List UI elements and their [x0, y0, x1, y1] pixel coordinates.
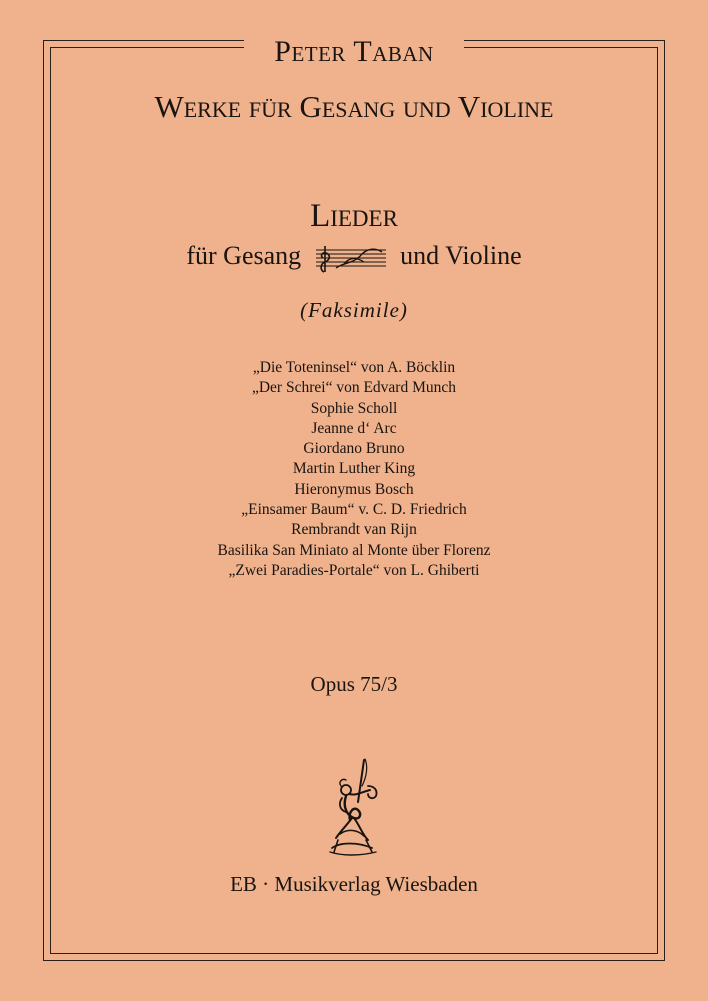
list-item: Basilika San Miniato al Monte über Florenz — [217, 541, 491, 559]
contents-list — [0, 358, 708, 581]
treble-clef-staff-icon — [314, 242, 388, 274]
work-subtitle — [0, 240, 708, 274]
violinist-figure-logo — [318, 756, 390, 860]
composer-name: Peter Taban — [274, 35, 434, 68]
list-item: Sophie Scholl — [310, 399, 398, 417]
list-item: Hieronymus Bosch — [294, 480, 414, 498]
list-item: „Einsamer Baum“ v. C. D. Friedrich — [241, 501, 467, 519]
list-item: „Zwei Paradies-Portale“ von L. Ghiberti — [228, 561, 480, 579]
work-title: Lieder — [310, 198, 398, 234]
list-item: „Die Toteninsel“ von A. Böcklin — [252, 359, 456, 376]
list-item: Martin Luther King — [292, 460, 416, 478]
faksimile-note: (Faksimile) — [300, 298, 408, 322]
opus-number: Opus 75/3 — [310, 672, 398, 696]
publisher-name: EB · Musikverlag Wiesbaden — [230, 872, 478, 896]
subtitle-text-before: für Gesang — [186, 241, 302, 270]
list-item: Giordano Bruno — [303, 440, 405, 458]
subtitle-text-after: und Violine — [400, 241, 522, 270]
list-item: Jeanne d‘ Arc — [311, 419, 397, 437]
collection-title: Werke für Gesang und Violine — [154, 89, 554, 124]
list-item: „Der Schrei“ von Edvard Munch — [251, 379, 456, 397]
list-item: Rembrandt van Rijn — [291, 521, 417, 539]
